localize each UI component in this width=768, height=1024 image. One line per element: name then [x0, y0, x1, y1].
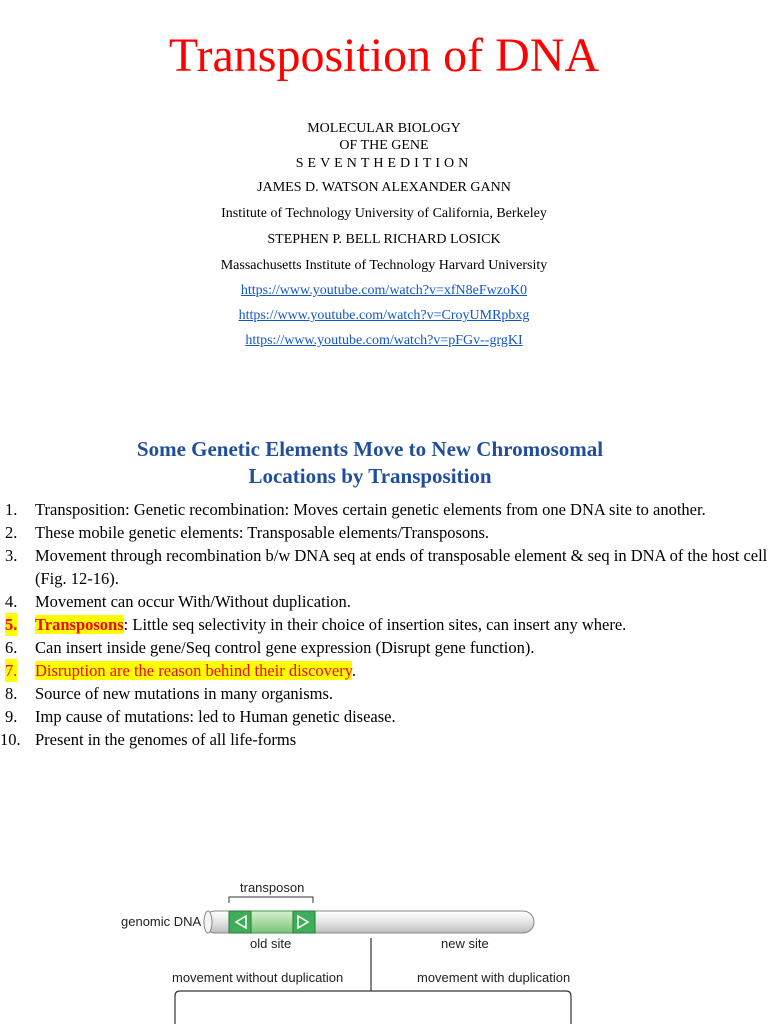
dna-end-cap	[204, 911, 212, 933]
book-title-line2: OF THE GENE	[339, 138, 429, 153]
with-duplication-label: movement with duplication	[417, 970, 571, 985]
new-site-label: new site	[441, 936, 489, 951]
list-text: .	[351, 661, 357, 680]
page-title: Transposition of DNA	[168, 29, 600, 82]
list-item	[0, 682, 768, 705]
youtube-link-2[interactable]: https://www.youtube.com/watch?v=CroyUMRpbxg	[238, 308, 530, 323]
highlighted-term: Transposons	[35, 615, 124, 634]
book-edition: SEVENTHEDITION	[295, 156, 473, 171]
list-item	[0, 498, 768, 521]
highlighted-text: Disruption are the reason behind their discovery	[35, 661, 352, 680]
list-number: 8.	[5, 684, 18, 703]
list-item	[0, 613, 768, 636]
list-text: Movement can occur With/Without duplication.	[35, 592, 351, 611]
old-site-label: old site	[250, 936, 292, 951]
book-title-line1: MOLECULAR BIOLOGY	[307, 121, 461, 136]
transposon-bracket	[229, 897, 313, 903]
list-item	[0, 728, 768, 751]
list-number: 3.	[5, 546, 18, 565]
list-text: Source of new mutations in many organisms.	[35, 684, 334, 703]
list-number: 6.	[5, 638, 18, 657]
book-affiliation-1: Institute of Technology University of California, Berkeley	[221, 206, 547, 221]
book-authors-1: JAMES D. WATSON ALEXANDER GANN	[257, 180, 511, 195]
section-heading	[0, 436, 740, 490]
youtube-link-3[interactable]: https://www.youtube.com/watch?v=pFGv--grgKI	[245, 333, 523, 348]
list-item	[0, 636, 768, 659]
list-text: Imp cause of mutations: led to Human genetic disease.	[35, 707, 396, 726]
youtube-link-1[interactable]: https://www.youtube.com/watch?v=xfN8eFwzoK0	[240, 283, 528, 298]
without-duplication-label: movement without duplication	[172, 970, 344, 985]
list-item	[0, 590, 768, 613]
list-number: 4.	[5, 592, 18, 611]
list-item	[0, 521, 768, 544]
list-number: 1.	[5, 500, 18, 519]
left-inverted-repeat	[229, 911, 251, 933]
list-number: 5.	[5, 615, 18, 634]
list-number: 10.	[0, 730, 21, 749]
list-number: 9.	[5, 707, 18, 726]
genomic-dna-label: genomic DNA	[121, 914, 202, 929]
book-affiliation-2: Massachusetts Institute of Technology Harvard University	[220, 258, 548, 273]
list-number: 7.	[5, 661, 18, 680]
list-text: Transposition: Genetic recombination: Moves certain genetic elements from one DNA site to another.	[35, 500, 706, 519]
section-heading-line2: Locations by Transposition	[248, 464, 492, 488]
transposition-figure	[0, 860, 768, 1024]
section-heading-line1: Some Genetic Elements Move to New Chromosomal	[136, 437, 604, 461]
list-text: Can insert inside gene/Seq control gene expression (Disrupt gene function).	[35, 638, 535, 657]
list-text: Present in the genomes of all life-forms	[35, 730, 297, 749]
book-authors-2: STEPHEN P. BELL RICHARD LOSICK	[267, 232, 501, 247]
right-inverted-repeat	[293, 911, 315, 933]
list-text: : Little seq selectivity in their choice of insertion sites, can insert any where.	[123, 615, 627, 634]
transposon-label: transposon	[240, 880, 305, 895]
list-item	[0, 705, 768, 728]
list-text: Movement through recombination b/w DNA seq at ends of transposable element & seq in DNA of the host cell (Fig. 12-16).	[35, 546, 768, 588]
list-item	[0, 544, 768, 590]
list-item	[0, 659, 768, 682]
list-number: 2.	[5, 523, 18, 542]
list-text: These mobile genetic elements: Transposable elements/Transposons.	[35, 523, 489, 542]
transposition-points	[0, 498, 768, 751]
branch-lines	[175, 991, 571, 1024]
